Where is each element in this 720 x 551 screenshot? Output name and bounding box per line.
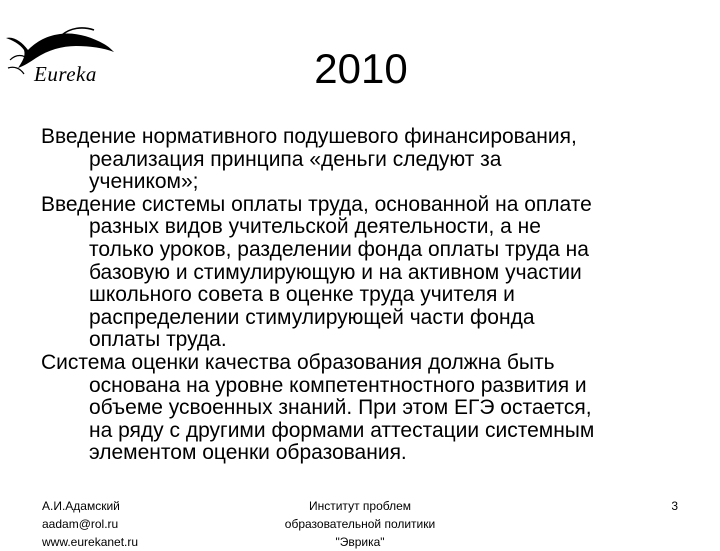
logo-wordmark: Eureka <box>34 62 97 86</box>
footer-institute: Институт проблем образовательной политики "Эврика" <box>284 499 436 549</box>
paragraph-1: Введение нормативного подушевого финансирования, реализация принципа «деньги следуют за учеником»; <box>41 125 577 194</box>
slide-title: 2010 <box>314 45 408 92</box>
slide-title-container <box>0 44 720 94</box>
paragraph-2: Введение системы оплаты труда, основанной на оплате разных видов учительской деятельности, а не только уроков, разделении фонда оплаты труда на базовую и стимулирующую и на активном участии школьного совета в оценке труда учителя и распределении стимулирующей части фонда оплаты труда. <box>41 192 592 352</box>
footer-author: А.И.Адамский aadam@rol.ru www.eurekanet.ru <box>42 499 139 549</box>
paragraph-3: Система оценки качества образования должна быть основана на уровне компетентностного развития и объеме усвоенных знаний. При этом ЕГЭ остается, на ряду с другими формами аттестации системным элементом оценки образования. <box>41 350 595 465</box>
page-number: 3 <box>671 499 678 513</box>
slide-body <box>41 126 705 465</box>
